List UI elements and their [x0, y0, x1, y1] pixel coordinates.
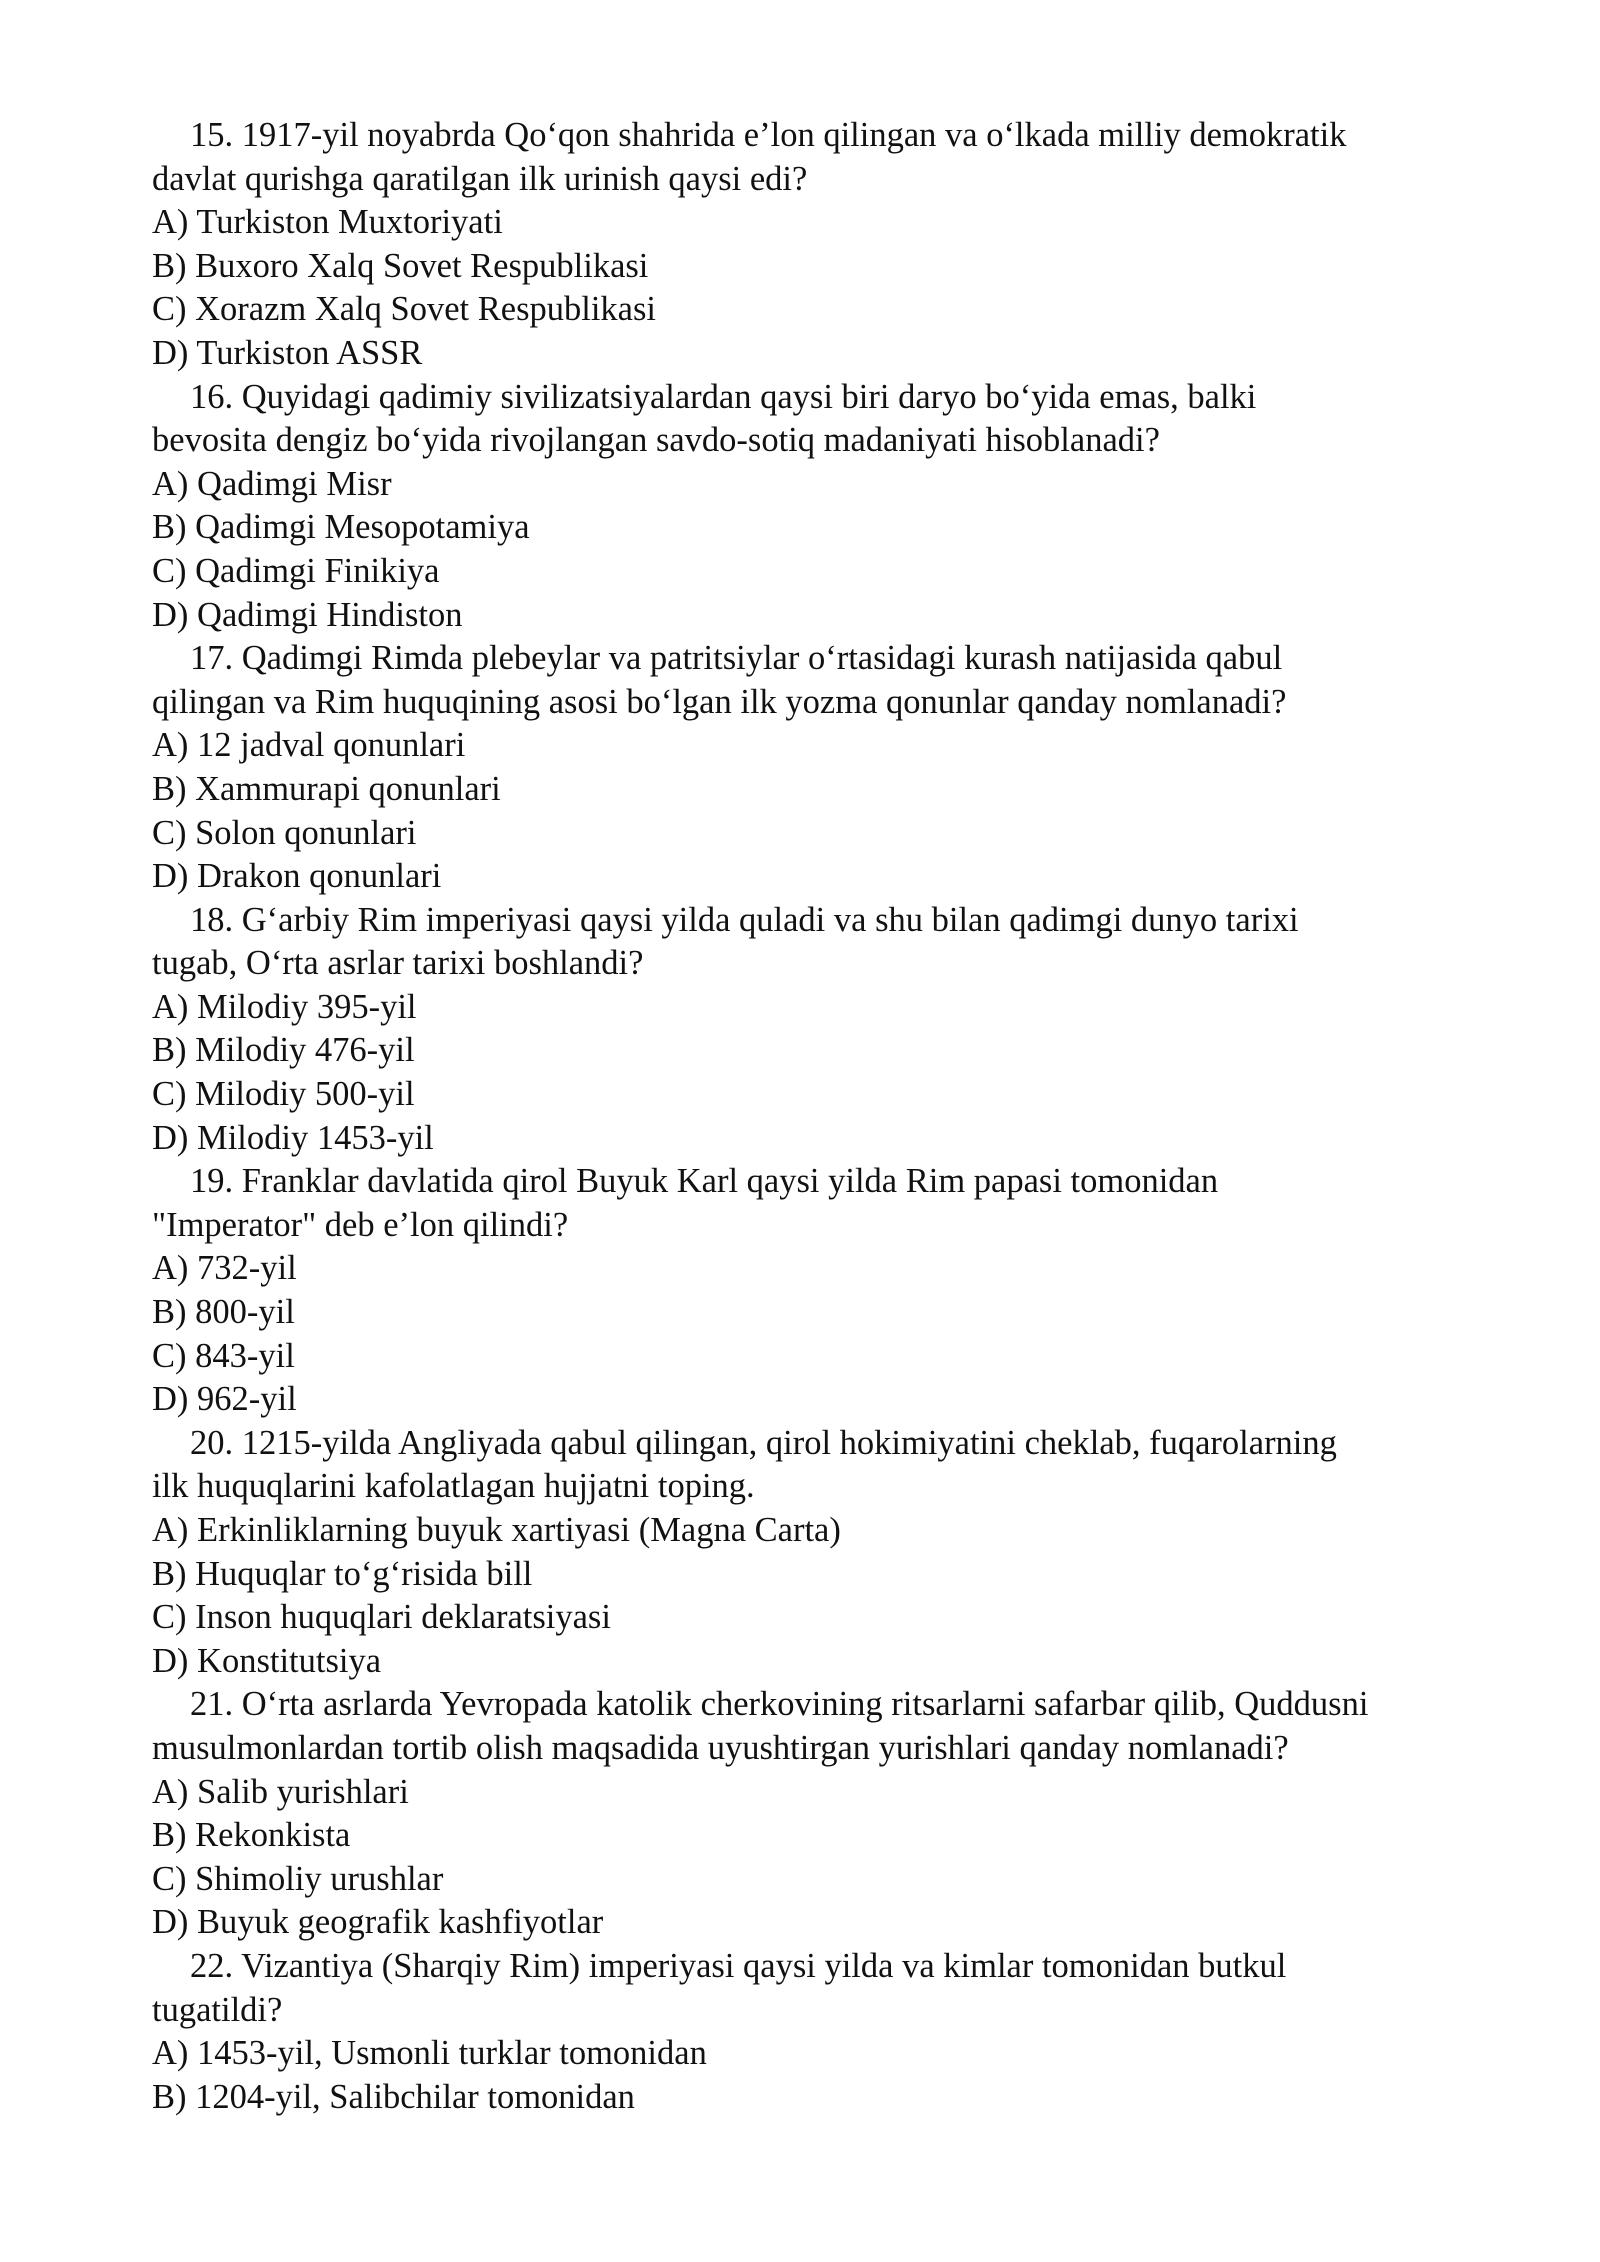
question-22 [152, 1945, 1492, 2119]
answer-option-a: A) Erkinliklarning buyuk xartiyasi (Magna Carta) [152, 1511, 841, 1549]
answer-option-d: D) Turkiston ASSR [152, 333, 423, 372]
answer-option-c: C) Qadimgi Finikiya [152, 551, 440, 590]
answer-option-d: D) Qadimgi Hindiston [152, 595, 463, 634]
answer-option-d: D) Drakon qonunlari [152, 857, 442, 896]
question-text-line: musulmonlardan tortib olish maqsadida uyushtirgan yurishlari qanday nomlanadi? [152, 1728, 1289, 1767]
question-text-line: 16. Quyidagi qadimiy sivilizatsiyalardan qaysi biri daryo bo‘yida emas, balki [190, 377, 1257, 416]
answer-option-b: B) 1204-yil, Salibchilar tomonidan [152, 2077, 635, 2116]
question-20 [152, 1422, 1492, 1684]
question-text-line: davlat qurishga qaratilgan ilk urinish qaysi edi? [152, 159, 808, 198]
question-text-line: tugab, O‘rta asrlar tarixi boshlandi? [152, 944, 644, 983]
answer-option-b: B) Xammurapi qonunlari [152, 769, 501, 808]
question-text-line: "Imperator" deb e’lon qilindi? [152, 1205, 569, 1244]
question-21 [152, 1683, 1492, 1945]
answer-option-b: B) Milodiy 476-yil [152, 1031, 415, 1070]
answer-option-a: A) 732-yil [152, 1249, 297, 1288]
question-text-line: tugatildi? [152, 1990, 283, 2029]
answer-option-a: A) Milodiy 395-yil [152, 987, 417, 1026]
question-text-line: 20. 1215-yilda Angliyada qabul qilingan, qirol hokimiyatini cheklab, fuqarolarning [190, 1423, 1337, 1462]
answer-option-d: D) Buyuk geografik kashfiyotlar [152, 1903, 604, 1942]
question-text-line: 22. Vizantiya (Sharqiy Rim) imperiyasi qaysi yilda va kimlar tomonidan butkul [190, 1946, 1287, 1985]
question-list [152, 114, 1492, 2119]
question-19 [152, 1160, 1492, 1422]
question-text-line: bevosita dengiz bo‘yida rivojlangan savdo-sotiq madaniyati hisoblanadi? [152, 421, 1160, 460]
question-text-line: 19. Franklar davlatida qirol Buyuk Karl qaysi yilda Rim papasi tomonidan [190, 1162, 1219, 1201]
answer-option-c: C) Inson huquqlari deklaratsiyasi [152, 1598, 611, 1637]
question-18 [152, 899, 1492, 1161]
answer-option-c: C) Shimoliy urushlar [152, 1859, 444, 1898]
answer-option-c: C) Solon qonunlari [152, 813, 417, 852]
answer-option-c: C) 843-yil [152, 1336, 295, 1375]
question-15 [152, 114, 1492, 376]
answer-option-d: D) Konstitutsiya [152, 1641, 382, 1680]
answer-option-a: A) 1453-yil, Usmonli turklar tomonidan [152, 2034, 707, 2073]
answer-option-a: A) Turkiston Muxtoriyati [152, 203, 503, 242]
answer-option-b: B) Rekonkista [152, 1816, 351, 1855]
answer-option-b: B) 800-yil [152, 1293, 295, 1332]
question-16 [152, 376, 1492, 638]
question-text-line: 15. 1917-yil noyabrda Qo‘qon shahrida e’lon qilingan va o‘lkada milliy demokratik [190, 116, 1347, 154]
answer-option-c: C) Milodiy 500-yil [152, 1075, 415, 1114]
question-text-line: ilk huquqlarini kafolatlagan hujjatni toping. [152, 1467, 755, 1506]
answer-option-b: B) Qadimgi Mesopotamiya [152, 508, 530, 547]
question-17 [152, 637, 1492, 899]
question-text-line: 18. G‘arbiy Rim imperiyasi qaysi yilda quladi va shu bilan qadimgi dunyo tarixi [190, 900, 1299, 939]
answer-option-a: A) 12 jadval qonunlari [152, 726, 466, 765]
answer-option-b: B) Buxoro Xalq Sovet Respublikasi [152, 246, 649, 285]
question-text-line: 17. Qadimgi Rimda plebeylar va patritsiylar o‘rtasidagi kurash natijasida qabul [190, 639, 1283, 678]
answer-option-c: C) Xorazm Xalq Sovet Respublikasi [152, 290, 657, 329]
answer-option-d: D) Milodiy 1453-yil [152, 1118, 434, 1157]
question-text-line: 21. O‘rta asrlarda Yevropada katolik cherkovining ritsarlarni safarbar qilib, Quddusni [190, 1685, 1369, 1724]
question-text-line: qilingan va Rim huquqining asosi bo‘lgan ilk yozma qonunlar qanday nomlanadi? [152, 682, 1287, 721]
answer-option-a: A) Qadimgi Misr [152, 464, 392, 503]
answer-option-d: D) 962-yil [152, 1380, 297, 1419]
answer-option-a: A) Salib yurishlari [152, 1772, 409, 1811]
answer-option-b: B) Huquqlar to‘g‘risida bill [152, 1554, 533, 1593]
